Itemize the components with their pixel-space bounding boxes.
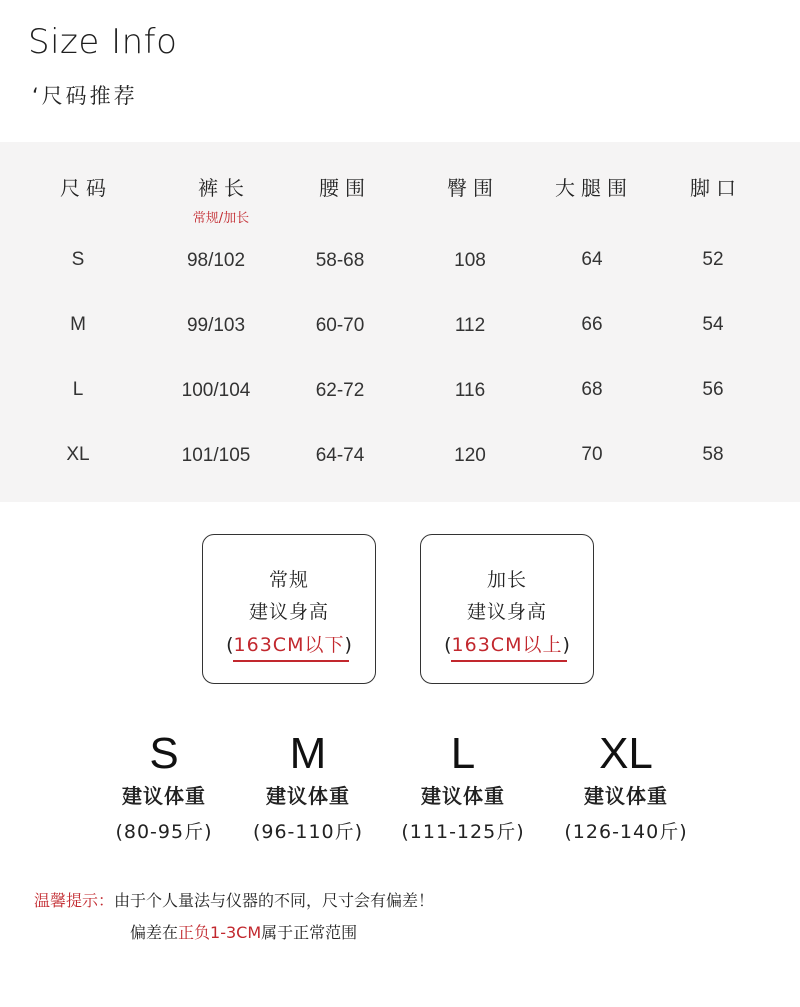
cell-leg-opening: 54 bbox=[702, 314, 724, 335]
cell-thigh: 68 bbox=[581, 379, 603, 400]
cell-size: XL bbox=[66, 444, 90, 465]
header-leg-opening: 脚口 bbox=[690, 176, 742, 200]
weight-label: 建议体重 bbox=[266, 784, 350, 808]
cell-length: 100/104 bbox=[181, 380, 251, 401]
weight-block-xl bbox=[546, 728, 706, 844]
weight-size: XL bbox=[599, 729, 653, 778]
weight-block-m bbox=[228, 728, 388, 844]
tip-line-1 bbox=[34, 888, 434, 911]
cell-size: L bbox=[72, 379, 84, 400]
height-box-long bbox=[420, 534, 594, 684]
cell-length: 98/102 bbox=[186, 250, 246, 271]
weight-label: 建议体重 bbox=[584, 784, 668, 808]
cell-thigh: 64 bbox=[581, 249, 603, 270]
cell-length: 99/103 bbox=[186, 315, 246, 336]
weight-size: S bbox=[149, 729, 179, 778]
cell-thigh: 70 bbox=[581, 444, 603, 465]
cell-hip: 112 bbox=[454, 315, 486, 336]
cell-length: 101/105 bbox=[181, 445, 251, 466]
cell-waist: 64-74 bbox=[315, 445, 365, 466]
cell-hip: 108 bbox=[454, 250, 486, 271]
header-length: 裤长 bbox=[198, 176, 250, 200]
weight-range: (80-95斤) bbox=[115, 821, 213, 843]
page-subtitle: ‘尺码推荐 bbox=[32, 84, 138, 108]
header-waist: 腰围 bbox=[319, 176, 371, 200]
header-thigh: 大腿围 bbox=[555, 176, 633, 200]
cell-hip: 120 bbox=[454, 445, 486, 466]
cell-leg-opening: 58 bbox=[702, 444, 724, 465]
tip-label: 温馨提示： bbox=[34, 891, 115, 910]
height-box-label: 建议身高 bbox=[466, 601, 547, 623]
weight-size: L bbox=[450, 729, 476, 778]
cell-leg-opening: 56 bbox=[702, 379, 724, 400]
height-box-underline bbox=[233, 660, 349, 662]
cell-size: M bbox=[70, 314, 86, 335]
weight-label: 建议体重 bbox=[122, 784, 206, 808]
page-title: Size Info bbox=[28, 22, 178, 62]
weight-block-l bbox=[383, 728, 543, 844]
cell-leg-opening: 52 bbox=[702, 249, 724, 270]
cell-waist: 58-68 bbox=[315, 250, 365, 271]
cell-size: S bbox=[71, 249, 85, 270]
height-box-value: (163CM以下) bbox=[226, 634, 352, 656]
header-length-sub: 常规/加长 bbox=[192, 211, 250, 226]
weight-range: (96-110斤) bbox=[252, 821, 364, 843]
cell-thigh: 66 bbox=[581, 314, 603, 335]
weight-size: M bbox=[289, 729, 327, 778]
header-hip: 臀围 bbox=[447, 176, 499, 200]
weight-range: (111-125斤) bbox=[401, 821, 525, 843]
cell-hip: 116 bbox=[454, 380, 486, 401]
weight-range: (126-140斤) bbox=[564, 821, 688, 843]
height-box-type: 常规 bbox=[268, 569, 309, 591]
cell-waist: 62-72 bbox=[315, 380, 365, 401]
tip-highlight: 正负1-3CM bbox=[178, 923, 262, 942]
height-box-value: (163CM以上) bbox=[444, 634, 570, 656]
cell-waist: 60-70 bbox=[315, 315, 365, 336]
weight-block-s bbox=[84, 728, 244, 844]
tip-line-2: 偏差在正负1-3CM属于正常范围 bbox=[130, 923, 358, 942]
height-box-label: 建议身高 bbox=[248, 601, 329, 623]
height-box-type: 加长 bbox=[486, 569, 527, 591]
height-box-underline bbox=[451, 660, 567, 662]
header-size: 尺码 bbox=[60, 176, 112, 200]
weight-label: 建议体重 bbox=[421, 784, 505, 808]
height-box-regular bbox=[202, 534, 376, 684]
tip-text: 由于个人量法与仪器的不同，尺寸会有偏差！ bbox=[114, 891, 435, 910]
